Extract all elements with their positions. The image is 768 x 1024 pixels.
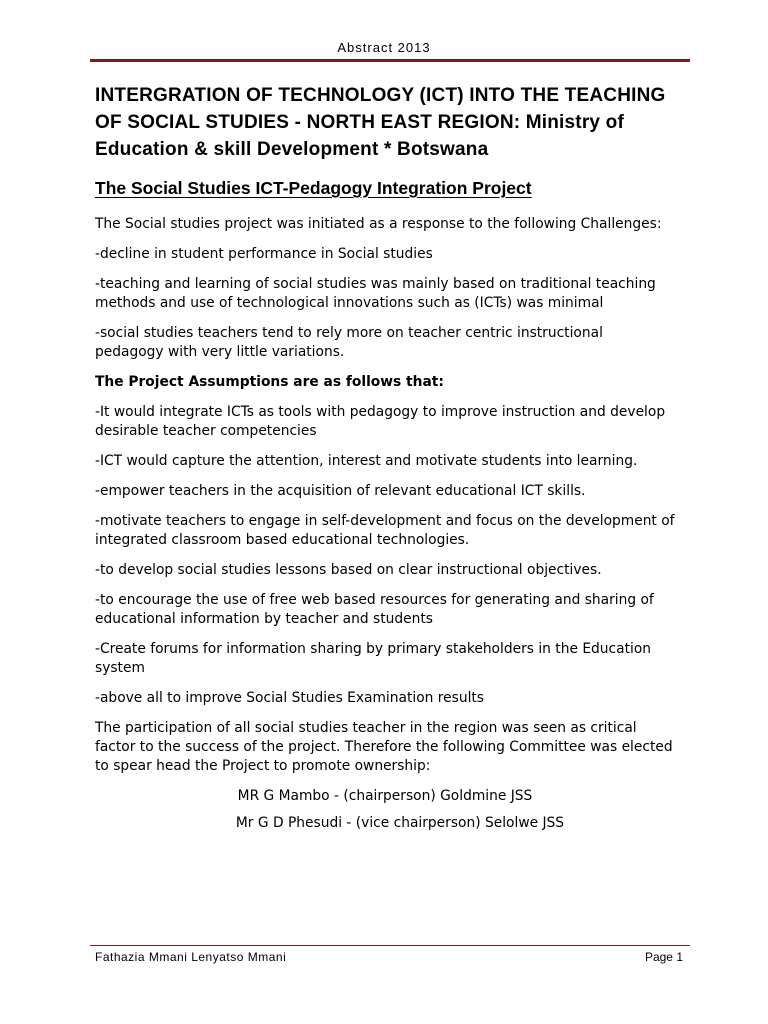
challenge-item: -decline in student performance in Social studies (95, 246, 433, 262)
assumption-item: -to develop social studies lessons based on clear instructional objectives. (95, 562, 602, 578)
participation-paragraph: The participation of all social studies teacher in the region was seen as critical factor to the success of the project. Therefore the following Committee was elected to spear head the Project to promote ownership: (95, 720, 673, 774)
document-body (95, 215, 675, 841)
assumption-item: -empower teachers in the acquisition of relevant educational ICT skills. (95, 483, 586, 499)
footer-author: Fathazia Mmani Lenyatso Mmani (95, 950, 287, 964)
assumptions-heading: The Project Assumptions are as follows that: (95, 374, 444, 390)
page-number: Page 1 (644, 950, 683, 964)
header-divider (90, 59, 690, 62)
assumption-item: -to encourage the use of free web based resources for generating and sharing of educational information by teacher and students (95, 592, 654, 627)
committee-member: MR G Mambo - (chairperson) Goldmine JSS (237, 788, 533, 804)
document-title: INTERGRATION OF TECHNOLOGY (ICT) INTO THE TEACHING OF SOCIAL STUDIES - NORTH EAST REGION: Ministry of Education & skill Development * Botswana (95, 85, 666, 160)
committee-member: Mr G D Phesudi - (vice chairperson) Selolwe JSS (235, 815, 565, 831)
challenge-item: -teaching and learning of social studies was mainly based on traditional teaching methods and use of technological innovations such as (ICTs) was minimal (95, 276, 656, 311)
footer-divider (90, 945, 690, 946)
challenge-item: -social studies teachers tend to rely more on teacher centric instructional pedagogy with very little variations. (95, 325, 603, 360)
assumption-item: -It would integrate ICTs as tools with pedagogy to improve instruction and develop desirable teacher competencies (95, 404, 666, 439)
assumption-item: -motivate teachers to engage in self-development and focus on the development of integrated classroom based educational technologies. (95, 513, 675, 548)
assumption-item: -above all to improve Social Studies Examination results (95, 690, 484, 706)
project-subtitle: The Social Studies ICT-Pedagogy Integration Project (95, 178, 532, 198)
running-header: Abstract 2013 (337, 40, 431, 55)
assumption-item: -ICT would capture the attention, interest and motivate students into learning. (95, 453, 638, 469)
intro-paragraph: The Social studies project was initiated as a response to the following Challenges: (95, 216, 662, 232)
assumption-item: -Create forums for information sharing by primary stakeholders in the Education system (95, 641, 652, 676)
